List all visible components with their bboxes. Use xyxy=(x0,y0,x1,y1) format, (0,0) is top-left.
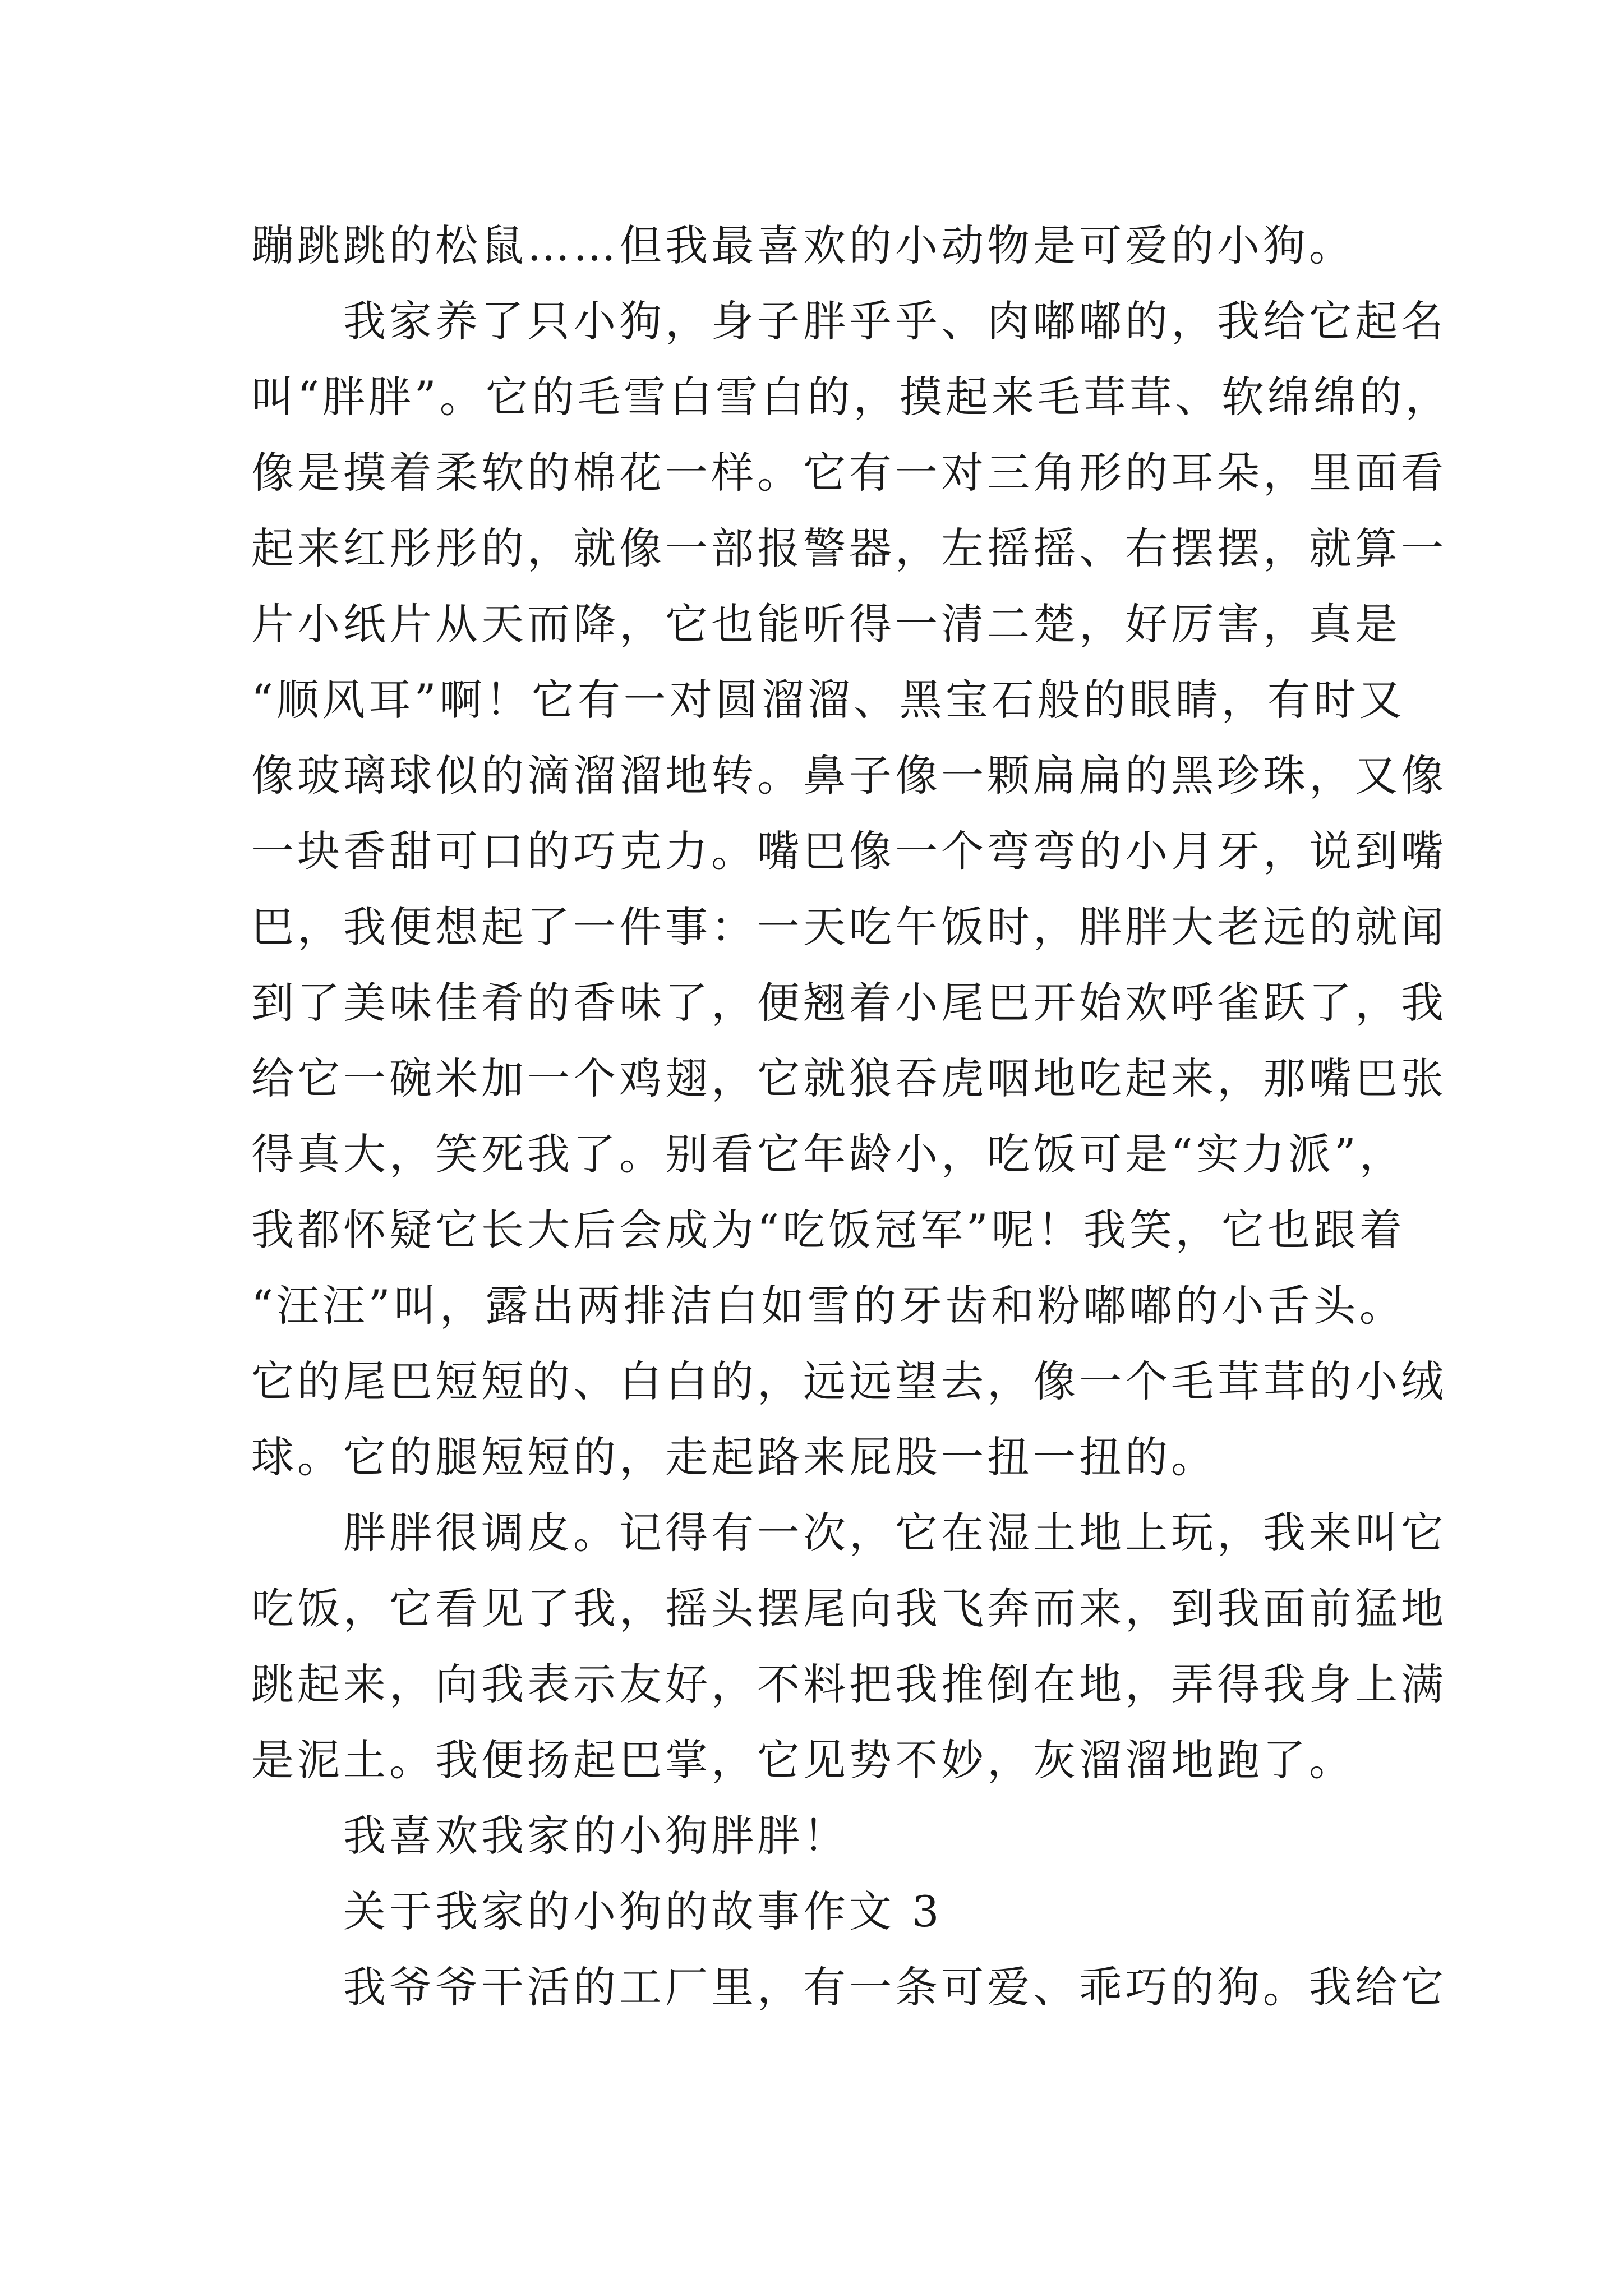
text-line: 一块香甜可口的巧克力。嘴巴像一个弯弯的小月牙，说到嘴 xyxy=(251,826,1447,876)
text-line: 像玻璃球似的滴溜溜地转。鼻子像一颗扁扁的黑珍珠，又像 xyxy=(251,751,1447,800)
text-line: 关于我家的小狗的故事作文 3 xyxy=(343,1887,943,1936)
text-line: 给它一碗米加一个鸡翅，它就狼吞虎咽地吃起来，那嘴巴张 xyxy=(251,1053,1447,1103)
text-line: 像是摸着柔软的棉花一样。它有一对三角形的耳朵，里面看 xyxy=(251,448,1447,498)
text-line: “顺风耳”啊！它有一对圆溜溜、黑宝石般的眼睛，有时又 xyxy=(251,675,1405,725)
text-line: 我喜欢我家的小狗胖胖！ xyxy=(343,1811,849,1861)
text-line: 片小纸片从天而降，它也能听得一清二楚，好厉害，真是 xyxy=(251,599,1401,649)
text-line: 我都怀疑它长大后会成为“吃饭冠军”呢！我笑，它也跟着 xyxy=(251,1205,1405,1255)
text-line: 叫“胖胖”。它的毛雪白雪白的，摸起来毛茸茸、软绵绵的， xyxy=(251,372,1451,422)
text-line: 到了美味佳肴的香味了，便翘着小尾巴开始欢呼雀跃了，我 xyxy=(251,978,1447,1028)
text-line: “汪汪”叫，露出两排洁白如雪的牙齿和粉嘟嘟的小舌头。 xyxy=(251,1281,1405,1331)
text-line: 蹦跳跳的松鼠……但我最喜欢的小动物是可爱的小狗。 xyxy=(251,220,1355,270)
text-line: 跳起来，向我表示友好，不料把我推倒在地，弄得我身上满 xyxy=(251,1659,1447,1709)
text-line: 它的尾巴短短的、白白的，远远望去，像一个毛茸茸的小绒 xyxy=(251,1356,1447,1406)
text-line: 球。它的腿短短的，走起路来屁股一扭一扭的。 xyxy=(251,1432,1217,1482)
text-line: 巴，我便想起了一件事：一天吃午饭时，胖胖大老远的就闻 xyxy=(251,902,1447,952)
text-line: 是泥土。我便扬起巴掌，它见势不妙，灰溜溜地跑了。 xyxy=(251,1735,1355,1785)
text-line: 我家养了只小狗，身子胖乎乎、肉嘟嘟的，我给它起名 xyxy=(343,296,1447,346)
text-line: 得真大，笑死我了。别看它年龄小，吃饭可是“实力派”， xyxy=(251,1129,1405,1179)
document-body xyxy=(251,208,1451,2025)
text-line: 吃饭，它看见了我，摇头摆尾向我飞奔而来，到我面前猛地 xyxy=(251,1584,1447,1634)
text-line: 胖胖很调皮。记得有一次，它在湿土地上玩，我来叫它 xyxy=(343,1508,1447,1558)
text-line: 起来红彤彤的，就像一部报警器，左摇摇、右摆摆，就算一 xyxy=(251,523,1447,573)
text-line: 我爷爷干活的工厂里，有一条可爱、乖巧的狗。我给它 xyxy=(343,1962,1447,2012)
